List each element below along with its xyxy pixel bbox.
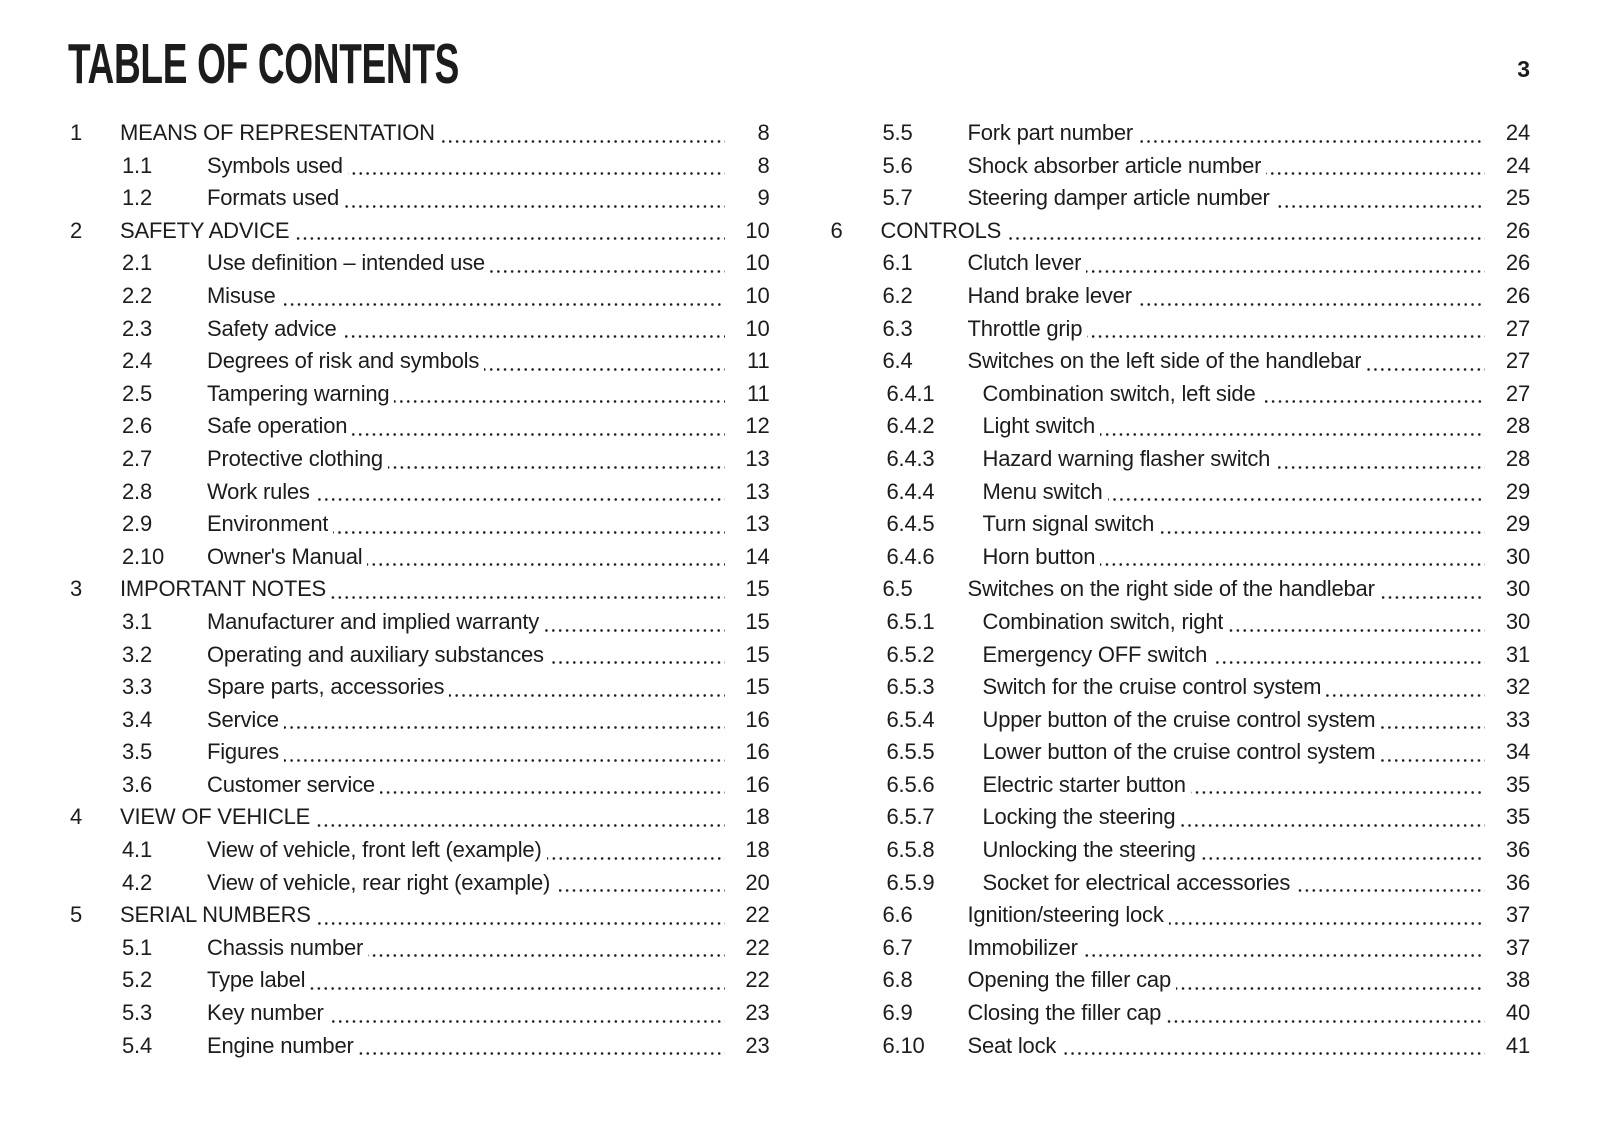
toc-entry-number: 6.8 [882, 967, 913, 993]
dot-leader [1083, 954, 1485, 957]
toc-entry-page: 36 [1505, 837, 1530, 863]
toc-entry-label: Switches on the right side of the handlebar [967, 576, 1375, 602]
toc-entry-label: Key number [207, 1000, 324, 1026]
toc-entry-page: 30 [1505, 543, 1530, 569]
dot-leader [549, 661, 725, 664]
toc-row [70, 997, 770, 1030]
dot-leader [352, 433, 724, 436]
toc-entry-page: 31 [1505, 641, 1530, 667]
toc-entry-page: 41 [1505, 1032, 1530, 1058]
dot-leader [490, 270, 725, 273]
toc-row [70, 899, 770, 932]
toc-entry-page: 10 [745, 250, 770, 276]
toc-entry-number: 6.4.1 [886, 380, 935, 406]
toc-entry-label: Spare parts, accessories [207, 674, 445, 700]
toc-entry-page: 11 [747, 348, 770, 374]
toc-entry-page: 15 [745, 641, 770, 667]
toc-entry-page: 23 [745, 1000, 770, 1026]
toc-entry-label: Symbols used [207, 152, 343, 178]
toc-entry-number: 6.5.4 [886, 706, 935, 732]
toc-entry-number: 3.3 [122, 674, 152, 700]
toc-entry-number: 2.1 [122, 250, 152, 276]
dot-leader [1108, 498, 1485, 501]
toc-entry-label: Switch for the cruise control system [982, 674, 1322, 700]
toc-entry-label: Safe operation [207, 413, 348, 439]
dot-leader [344, 205, 724, 208]
toc-entry-number: 6.1 [882, 250, 913, 276]
toc-entry-page: 27 [1505, 315, 1530, 341]
toc-row [70, 867, 770, 900]
toc-entry-label: CONTROLS [880, 217, 1002, 243]
toc-entry-number: 6.4.3 [886, 445, 935, 471]
toc-entry-number: 6.4.5 [886, 511, 935, 537]
toc-entry-page: 26 [1505, 282, 1530, 308]
toc-entry-label: Locking the steering [982, 804, 1176, 830]
dot-leader [281, 303, 725, 306]
toc-entry-number: 3 [70, 576, 83, 602]
toc-entry-page: 18 [745, 837, 770, 863]
toc-entry-label: Throttle grip [967, 315, 1083, 341]
toc-row [70, 606, 770, 639]
folio-page-number: 3 [1517, 56, 1530, 82]
toc-entry-number: 6.5.9 [886, 869, 935, 895]
dot-leader [284, 726, 725, 729]
dot-leader [315, 824, 724, 827]
toc-entry-number: 2.7 [122, 445, 152, 471]
toc-entry-label: Immobilizer [967, 934, 1078, 960]
toc-entry-label: Turn signal switch [982, 511, 1155, 537]
toc-row [70, 378, 770, 411]
toc-row [70, 280, 770, 313]
toc-entry-page: 13 [745, 478, 770, 504]
dot-leader [555, 889, 724, 892]
toc-columns [70, 117, 1530, 1062]
toc-entry-number: 6.6 [882, 902, 913, 928]
toc-entry-label: Menu switch [982, 478, 1103, 504]
toc-row [831, 215, 1531, 248]
toc-entry-label: Combination switch, right [982, 608, 1224, 634]
toc-entry-label: Switches on the left side of the handlebar [967, 348, 1362, 374]
toc-row [831, 345, 1531, 378]
dot-leader [1180, 824, 1485, 827]
dot-leader [284, 759, 725, 762]
dot-leader [380, 791, 725, 794]
toc-row [831, 378, 1531, 411]
toc-entry-page: 10 [745, 315, 770, 341]
dot-leader [1176, 987, 1485, 990]
dot-leader [1261, 400, 1486, 403]
toc-entry-label: View of vehicle, front left (example) [207, 837, 542, 863]
toc-row [831, 867, 1531, 900]
toc-entry-page: 10 [745, 282, 770, 308]
toc-entry-page: 18 [745, 804, 770, 830]
toc-entry-page: 28 [1505, 413, 1530, 439]
dot-leader [1380, 596, 1485, 599]
dot-leader [348, 172, 725, 175]
toc-entry-page: 15 [745, 576, 770, 602]
toc-entry-label: Ignition/steering lock [967, 902, 1164, 928]
toc-entry-number: 6.2 [882, 282, 913, 308]
dot-leader [1295, 889, 1485, 892]
toc-entry-page: 12 [745, 413, 770, 439]
toc-entry-label: Misuse [207, 282, 276, 308]
toc-entry-page: 16 [745, 771, 770, 797]
toc-row [831, 671, 1531, 704]
toc-row [831, 476, 1531, 509]
toc-entry-label: Tampering warning [207, 380, 390, 406]
dot-leader [1275, 466, 1485, 469]
toc-entry-label: Environment [207, 511, 329, 537]
toc-entry-page: 26 [1505, 217, 1530, 243]
toc-entry-number: 6.4.4 [886, 478, 935, 504]
toc-row [831, 639, 1531, 672]
toc-entry-number: 2.9 [122, 511, 152, 537]
toc-entry-number: 4.2 [122, 869, 152, 895]
toc-row [831, 769, 1531, 802]
toc-row [70, 215, 770, 248]
toc-entry-number: 5 [70, 902, 83, 928]
toc-entry-label: SAFETY ADVICE [120, 217, 290, 243]
toc-entry-page: 15 [745, 608, 770, 634]
toc-entry-number: 3.2 [122, 641, 152, 667]
dot-leader [1138, 140, 1485, 143]
toc-row [70, 410, 770, 443]
toc-entry-label: View of vehicle, rear right (example) [207, 869, 551, 895]
toc-entry-label: Figures [207, 739, 279, 765]
toc-entry-page: 13 [745, 445, 770, 471]
toc-entry-number: 6.5 [882, 576, 913, 602]
toc-entry-page: 38 [1505, 967, 1530, 993]
dot-leader [1228, 629, 1485, 632]
toc-entry-label: Customer service [207, 771, 375, 797]
toc-entry-page: 32 [1505, 674, 1530, 700]
dot-leader [315, 498, 725, 501]
toc-entry-page: 16 [745, 739, 770, 765]
toc-row [70, 834, 770, 867]
dot-leader [331, 596, 724, 599]
dot-leader [1100, 563, 1485, 566]
toc-row [831, 932, 1531, 965]
toc-row [831, 736, 1531, 769]
toc-row [70, 671, 770, 704]
toc-entry-page: 22 [745, 902, 770, 928]
toc-entry-label: Owner's Manual [207, 543, 363, 569]
toc-entry-number: 6.5.7 [886, 804, 935, 830]
toc-entry-number: 6.9 [882, 1000, 913, 1026]
toc-entry-label: Hazard warning flasher switch [982, 445, 1271, 471]
toc-entry-page: 30 [1505, 608, 1530, 634]
toc-entry-label: Operating and auxiliary substances [207, 641, 544, 667]
toc-entry-number: 1.1 [122, 152, 152, 178]
toc-entry-number: 5.3 [122, 1000, 152, 1026]
toc-entry-page: 20 [745, 869, 770, 895]
dot-leader [394, 400, 724, 403]
toc-entry-label: Electric starter button [982, 771, 1186, 797]
toc-entry-number: 6.5.2 [886, 641, 935, 667]
toc-row [70, 313, 770, 346]
dot-leader [440, 140, 725, 143]
toc-entry-number: 3.1 [122, 608, 152, 634]
toc-row [831, 1030, 1531, 1063]
toc-entry-number: 5.5 [882, 120, 913, 145]
dot-leader [1061, 1052, 1485, 1055]
toc-entry-page: 29 [1505, 478, 1530, 504]
toc-entry-page: 24 [1505, 120, 1530, 145]
toc-entry-number: 6.5.5 [886, 739, 935, 765]
toc-row [831, 801, 1531, 834]
toc-entry-page: 8 [757, 120, 770, 145]
dot-leader [1201, 857, 1485, 860]
dot-leader [1380, 759, 1485, 762]
toc-entry-page: 11 [747, 380, 770, 406]
toc-entry-label: VIEW OF VEHICLE [120, 804, 311, 830]
toc-entry-number: 6.10 [882, 1032, 925, 1058]
toc-row [70, 247, 770, 280]
toc-entry-number: 1 [70, 120, 83, 145]
toc-entry-page: 25 [1505, 185, 1530, 211]
toc-entry-label: Fork part number [967, 120, 1134, 145]
toc-entry-number: 3.6 [122, 771, 152, 797]
toc-row [70, 508, 770, 541]
toc-entry-page: 37 [1505, 934, 1530, 960]
toc-entry-label: Work rules [207, 478, 310, 504]
dot-leader [484, 368, 724, 371]
toc-entry-label: MEANS OF REPRESENTATION [120, 120, 435, 145]
toc-entry-label: Combination switch, left side [982, 380, 1256, 406]
toc-row [70, 769, 770, 802]
toc-entry-number: 6.4.2 [886, 413, 935, 439]
toc-entry-number: 6.5.1 [886, 608, 935, 634]
toc-row [70, 345, 770, 378]
toc-column-left [70, 117, 770, 1062]
dot-leader [1266, 172, 1485, 175]
toc-row [70, 964, 770, 997]
toc-entry-label: Shock absorber article number [967, 152, 1262, 178]
dot-leader [333, 531, 724, 534]
dot-leader [388, 466, 725, 469]
toc-row [831, 410, 1531, 443]
dot-leader [1380, 726, 1485, 729]
toc-entry-label: Upper button of the cruise control system [982, 706, 1376, 732]
toc-row [70, 150, 770, 183]
toc-entry-page: 10 [745, 217, 770, 243]
toc-entry-label: Closing the filler cap [967, 1000, 1162, 1026]
toc-entry-number: 5.4 [122, 1032, 152, 1058]
toc-row [831, 182, 1531, 215]
toc-entry-label: IMPORTANT NOTES [120, 576, 327, 602]
toc-entry-number: 1.2 [122, 185, 152, 211]
dot-leader [1169, 922, 1485, 925]
toc-row [70, 736, 770, 769]
dot-leader [1326, 694, 1485, 697]
toc-entry-number: 5.1 [122, 934, 152, 960]
toc-entry-page: 13 [745, 511, 770, 537]
toc-row [831, 313, 1531, 346]
dot-leader [294, 237, 724, 240]
toc-entry-number: 2.4 [122, 348, 152, 374]
toc-entry-number: 2.8 [122, 478, 152, 504]
dot-leader [1191, 791, 1485, 794]
toc-row [831, 997, 1531, 1030]
toc-entry-label: Steering damper article number [967, 185, 1270, 211]
toc-row [831, 573, 1531, 606]
toc-entry-label: Horn button [982, 543, 1096, 569]
toc-entry-label: Hand brake lever [967, 282, 1132, 308]
toc-entry-label: Degrees of risk and symbols [207, 348, 480, 374]
toc-row [831, 117, 1531, 150]
toc-entry-number: 5.7 [882, 185, 913, 211]
toc-entry-page: 30 [1505, 576, 1530, 602]
toc-row [831, 606, 1531, 639]
toc-entry-number: 4 [70, 804, 83, 830]
toc-entry-number: 6.5.8 [886, 837, 935, 863]
toc-entry-page: 40 [1505, 1000, 1530, 1026]
toc-entry-page: 24 [1505, 152, 1530, 178]
toc-row [831, 964, 1531, 997]
toc-row [70, 573, 770, 606]
toc-row [831, 834, 1531, 867]
toc-entry-number: 2.2 [122, 282, 152, 308]
toc-entry-page: 28 [1505, 445, 1530, 471]
page-title: TABLE OF CONTENTS [68, 32, 460, 96]
toc-row [70, 443, 770, 476]
toc-row [70, 704, 770, 737]
toc-row [70, 541, 770, 574]
dot-leader [1366, 368, 1485, 371]
toc-entry-label: Emergency OFF switch [982, 641, 1208, 667]
toc-entry-page: 26 [1505, 250, 1530, 276]
toc-entry-page: 8 [757, 152, 770, 178]
toc-row [70, 801, 770, 834]
dot-leader [544, 629, 724, 632]
toc-row [70, 182, 770, 215]
dot-leader [359, 1052, 725, 1055]
toc-row [70, 639, 770, 672]
dot-leader [547, 857, 725, 860]
toc-entry-label: Service [207, 706, 279, 732]
dot-leader [1100, 433, 1485, 436]
toc-entry-label: Manufacturer and implied warranty [207, 608, 540, 634]
toc-row [831, 247, 1531, 280]
toc-row [831, 541, 1531, 574]
dot-leader [368, 954, 724, 957]
dot-leader [449, 694, 724, 697]
toc-entry-number: 6 [830, 217, 843, 243]
toc-entry-label: SERIAL NUMBERS [120, 902, 311, 928]
dot-leader [1137, 303, 1485, 306]
dot-leader [1006, 237, 1485, 240]
toc-entry-number: 6.4 [882, 348, 913, 374]
toc-entry-number: 2 [70, 217, 83, 243]
toc-row [831, 704, 1531, 737]
toc-column-right [831, 117, 1531, 1062]
toc-entry-label: Formats used [207, 185, 340, 211]
dot-leader [1212, 661, 1485, 664]
toc-entry-number: 2.5 [122, 380, 152, 406]
toc-entry-page: 36 [1505, 869, 1530, 895]
toc-entry-page: 33 [1505, 706, 1530, 732]
toc-row [831, 508, 1531, 541]
toc-entry-page: 29 [1505, 511, 1530, 537]
toc-entry-label: Lower button of the cruise control system [982, 739, 1376, 765]
toc-entry-number: 6.3 [882, 315, 913, 341]
toc-entry-label: Light switch [982, 413, 1096, 439]
toc-entry-number: 6.5.6 [886, 771, 935, 797]
toc-entry-page: 22 [745, 934, 770, 960]
toc-entry-number: 6.5.3 [886, 674, 935, 700]
toc-row [70, 932, 770, 965]
toc-entry-number: 3.5 [122, 739, 152, 765]
dot-leader [1086, 270, 1485, 273]
dot-leader [316, 922, 725, 925]
toc-entry-number: 4.1 [122, 837, 152, 863]
toc-entry-label: Unlocking the steering [982, 837, 1196, 863]
toc-row [70, 117, 770, 150]
dot-leader [1275, 205, 1485, 208]
toc-entry-page: 27 [1505, 380, 1530, 406]
toc-entry-label: Safety advice [207, 315, 337, 341]
toc-entry-page: 14 [745, 543, 770, 569]
toc-row [70, 476, 770, 509]
toc-entry-number: 2.10 [122, 543, 165, 569]
dot-leader [1166, 1020, 1485, 1023]
dot-leader [341, 335, 724, 338]
toc-row [831, 443, 1531, 476]
dot-leader [1087, 335, 1485, 338]
toc-entry-number: 6.4.6 [886, 543, 935, 569]
toc-entry-page: 37 [1505, 902, 1530, 928]
toc-entry-page: 22 [745, 967, 770, 993]
toc-entry-page: 23 [745, 1032, 770, 1058]
toc-entry-page: 15 [745, 674, 770, 700]
dot-leader [1159, 531, 1485, 534]
toc-row [70, 1030, 770, 1063]
dot-leader [310, 987, 724, 990]
toc-entry-page: 35 [1505, 804, 1530, 830]
toc-row [831, 150, 1531, 183]
dot-leader [367, 563, 724, 566]
toc-entry-page: 27 [1505, 348, 1530, 374]
toc-entry-number: 6.7 [882, 934, 913, 960]
toc-entry-label: Use definition – intended use [207, 250, 485, 276]
toc-entry-page: 9 [757, 185, 770, 211]
toc-entry-page: 16 [745, 706, 770, 732]
toc-entry-label: Type label [207, 967, 306, 993]
toc-entry-label: Socket for electrical accessories [982, 869, 1291, 895]
toc-entry-number: 5.2 [122, 967, 152, 993]
toc-entry-number: 3.4 [122, 706, 152, 732]
toc-entry-number: 2.6 [122, 413, 152, 439]
toc-entry-page: 34 [1505, 739, 1530, 765]
dot-leader [329, 1020, 725, 1023]
toc-entry-number: 2.3 [122, 315, 152, 341]
toc-entry-page: 35 [1505, 771, 1530, 797]
toc-entry-label: Engine number [207, 1032, 354, 1058]
toc-row [831, 280, 1531, 313]
toc-row [831, 899, 1531, 932]
toc-entry-label: Protective clothing [207, 445, 383, 471]
toc-entry-label: Chassis number [207, 934, 364, 960]
toc-entry-label: Clutch lever [967, 250, 1082, 276]
toc-entry-label: Opening the filler cap [967, 967, 1172, 993]
toc-entry-label: Seat lock [967, 1032, 1057, 1058]
toc-entry-number: 5.6 [882, 152, 913, 178]
